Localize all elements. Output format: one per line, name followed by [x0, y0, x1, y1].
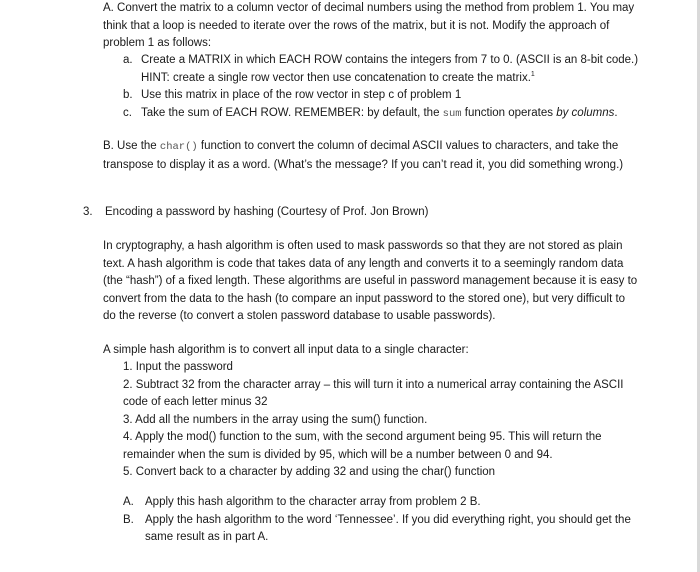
text-line: transpose to display it as a word. (What’s the message? If you can’t read it, you did something wrong.) [103, 158, 624, 171]
section-3-heading [83, 204, 428, 222]
text-span: HINT: create a single row vector then use concatenation to create the matrix. [141, 71, 531, 84]
text-line: Apply this hash algorithm to the character array from problem 2 B. [145, 496, 481, 508]
text-line: Apply the hash algorithm to the word ‘Tennessee’. If you did everything right, you should get the [145, 513, 631, 526]
text-line: A. Convert the matrix to a column vector of decimal numbers using the method from problem 1. You may [103, 2, 635, 14]
text-line: think that a loop is needed to iterate over the rows of the matrix, but it is not. Modify the approach of [103, 19, 610, 32]
footnote-marker: 1 [530, 70, 535, 78]
text-line: do the reverse (to convert a stolen password database to usable passwords). [103, 310, 496, 322]
step-line: 5. Convert back to a character by adding 32 and using the char() function [123, 466, 496, 478]
section-3-paragraph [103, 238, 637, 326]
text-line: problem 1 as follows: [103, 37, 212, 49]
list-item [123, 52, 638, 87]
text-line: Use this matrix in place of the row vector in step c of problem 1 [141, 89, 462, 101]
text-line [103, 138, 623, 157]
text-span: . [614, 106, 618, 119]
hash-steps-list [123, 359, 623, 482]
text-span: B. Use the [103, 140, 160, 152]
task-label: B. [123, 513, 134, 526]
text-line: Create a MATRIX in which EACH ROW contains the integers from 7 to 0. (ASCII is an 8-bit code.) [141, 54, 639, 66]
tasks-list [123, 494, 631, 547]
part-a-intro [103, 0, 634, 53]
list-item [123, 87, 638, 105]
list-label: a. [123, 54, 133, 66]
list-item [123, 105, 638, 124]
step-line: 2. Subtract 32 from the character array – this will turn it into a numerical array containing the ASCII [123, 378, 624, 391]
step-line: remainder when the sum is divided by 95, which will be a number between 0 and 94. [123, 448, 553, 461]
part-b [103, 138, 623, 174]
hash-steps-intro [103, 342, 469, 360]
step-line: 4. Apply the mod() function to the sum, with the second argument being 95. This will return the [123, 431, 602, 443]
text-line: A simple hash algorithm is to convert all input data to a single character: [103, 344, 469, 356]
text-span: function operates [461, 106, 557, 119]
text-line [141, 105, 618, 124]
code-char: char() [159, 141, 198, 153]
italic-text: by columns [556, 106, 615, 119]
code-sum: sum [442, 107, 462, 120]
text-span: Take the sum of EACH ROW. REMEMBER: by default, the [141, 106, 443, 119]
step-line: code of each letter minus 32 [123, 396, 268, 408]
text-line: convert from the data to the hash (to compare an input password to the stored one), but very difficult to [103, 292, 626, 305]
text-span: function to convert the column of decimal ASCII values to characters, and take the [197, 140, 619, 152]
text-line: (the “hash”) of a fixed length. These algorithms are useful in password management because it is easy to [103, 275, 638, 287]
step-line: 3. Add all the numbers in the array using the sum() function. [123, 413, 428, 426]
task-label: A. [123, 496, 134, 508]
task-item [123, 512, 631, 547]
task-item [123, 494, 631, 512]
text-line: same result as in part A. [145, 531, 269, 543]
section-number: 3. [83, 206, 93, 218]
text-line [141, 70, 638, 88]
list-label: b. [123, 89, 133, 101]
text-line: In cryptography, a hash algorithm is often used to mask passwords so that they are not stored as plain [103, 240, 623, 252]
part-a-list [123, 52, 638, 123]
section-title: Encoding a password by hashing (Courtesy of Prof. Jon Brown) [105, 206, 429, 218]
step-line: 1. Input the password [123, 361, 233, 373]
text-line: text. A hash algorithm is code that takes data of any length and converts it to a seemingly random data [103, 257, 624, 270]
list-label: c. [123, 106, 132, 119]
